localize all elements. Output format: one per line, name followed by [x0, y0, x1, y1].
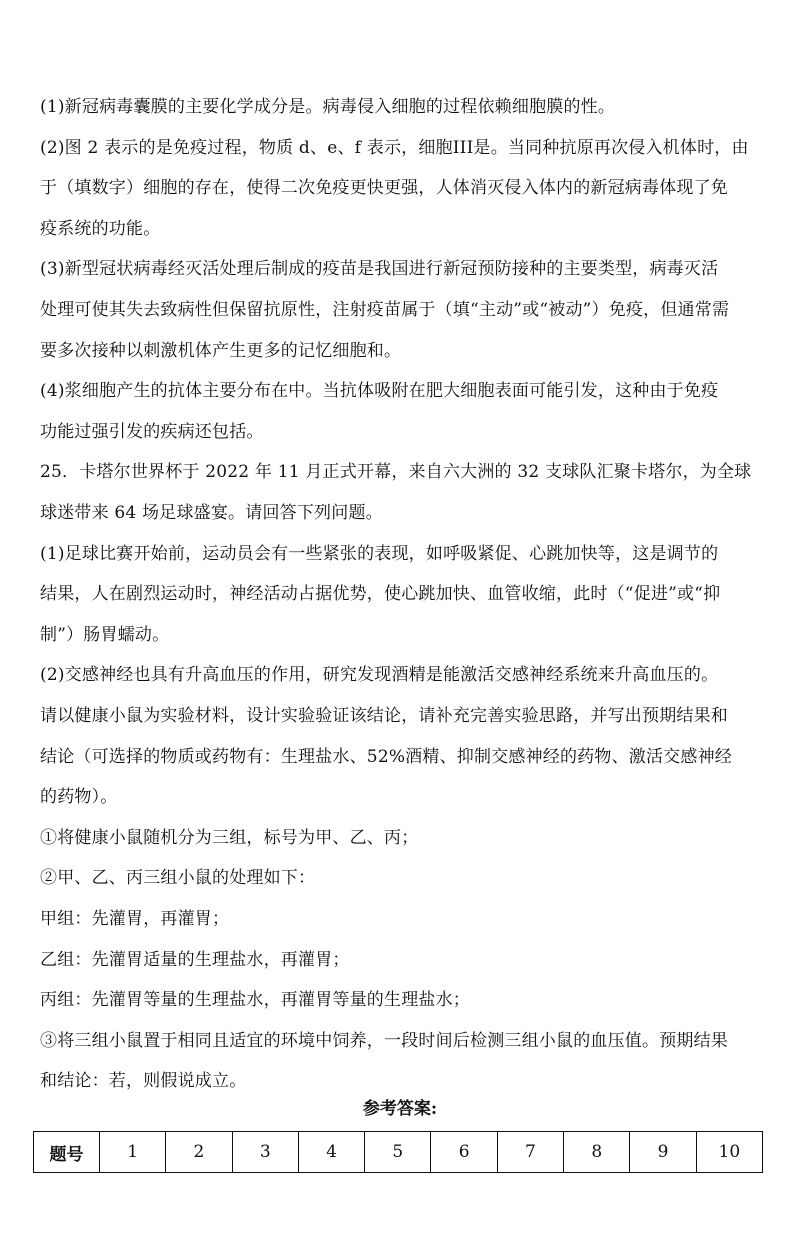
- question-number-cell: 6: [431, 1132, 497, 1173]
- text-line: 功能过强引发的疾病还包括。: [40, 421, 264, 442]
- question-number-cell: 8: [564, 1132, 630, 1173]
- text-line: 疫系统的功能。: [40, 218, 161, 239]
- text-line: 结论（可选择的物质或药物有：生理盐水、52%酒精、抑制交感神经的药物、激活交感神经: [40, 746, 732, 767]
- text-line: (2)图 2 表示的是免疫过程，物质 d、e、f 表示，细胞III是。当同种抗原再次侵入机体时，由: [40, 137, 749, 158]
- text-line: 结果，人在剧烈运动时，神经活动占据优势，使心跳加快、血管收缩，此时（“促进”或“抑: [40, 584, 721, 605]
- answer-title: 参考答案:: [362, 1099, 438, 1119]
- text-line: 丙组：先灌胃等量的生理盐水，再灌胃等量的生理盐水；: [40, 990, 470, 1011]
- question-number-header: 题号: [34, 1132, 100, 1173]
- text-line: 球迷带来 64 场足球盛宴。请回答下列问题。: [40, 503, 383, 523]
- text-line: (2)交感神经也具有升高血压的作用，研究发现酒精是能激活交感神经系统来升高血压的。: [40, 665, 719, 686]
- text-line: 请以健康小鼠为实验材料，设计实验验证该结论，请补充完善实验思路，并写出预期结果和: [40, 706, 728, 726]
- text-line: (1)足球比赛开始前，运动员会有一些紧张的表现，如呼吸紧促、心跳加快等，这是调节的: [40, 543, 719, 564]
- question-number-cell: 1: [100, 1132, 166, 1173]
- answer-table: [33, 1131, 763, 1173]
- text-line: 要多次接种以刺激机体产生更多的记忆细胞和。: [40, 340, 402, 361]
- text-line: ②甲、乙、丙三组小鼠的处理如下：: [40, 868, 316, 889]
- question-number-cell: 10: [696, 1132, 762, 1173]
- text-line: 乙组：先灌胃适量的生理盐水，再灌胃；: [40, 949, 350, 970]
- text-line: 制”）肠胃蠕动。: [40, 624, 170, 645]
- text-line: 于（填数字）细胞的存在，使得二次免疫更快更强，人体消灭侵入体内的新冠病毒体现了免: [40, 178, 728, 199]
- text-line: ③将三组小鼠置于相同且适宜的环境中饲养，一段时间后检测三组小鼠的血压值。预期结果: [40, 1030, 728, 1051]
- question-number-cell: 5: [365, 1132, 431, 1173]
- text-line: 25．卡塔尔世界杯于 2022 年 11 月正式开幕，来自六大洲的 32 支球队汇聚卡塔尔，为全球: [40, 462, 752, 483]
- text-line: 处理可使其失去致病性但保留抗原性，注射疫苗属于（填“主动”或“被动”）免疫，但通常需: [40, 300, 730, 320]
- text-line: (3)新型冠状病毒经灭活处理后制成的疫苗是我国进行新冠预防接种的主要类型，病毒灭活: [40, 259, 719, 280]
- question-number-cell: 4: [298, 1132, 364, 1173]
- question-number-cell: 9: [630, 1132, 696, 1173]
- question-number-cell: 7: [497, 1132, 563, 1173]
- text-line: ①将健康小鼠随机分为三组，标号为甲、乙、丙；: [40, 827, 419, 848]
- answer-table-row: [34, 1132, 763, 1173]
- text-line: (1)新冠病毒囊膜的主要化学成分是。病毒侵入细胞的过程依赖细胞膜的性。: [40, 97, 616, 117]
- question-number-cell: 3: [232, 1132, 298, 1173]
- text-line: 和结论：若，则假说成立。: [40, 1071, 247, 1092]
- text-line: 甲组：先灌胃，再灌胃；: [40, 909, 230, 929]
- text-line: 的药物）。: [40, 787, 118, 808]
- question-number-cell: 2: [166, 1132, 232, 1173]
- text-line: (4)浆细胞产生的抗体主要分布在中。当抗体吸附在肥大细胞表面可能引发，这种由于免疫: [40, 381, 719, 402]
